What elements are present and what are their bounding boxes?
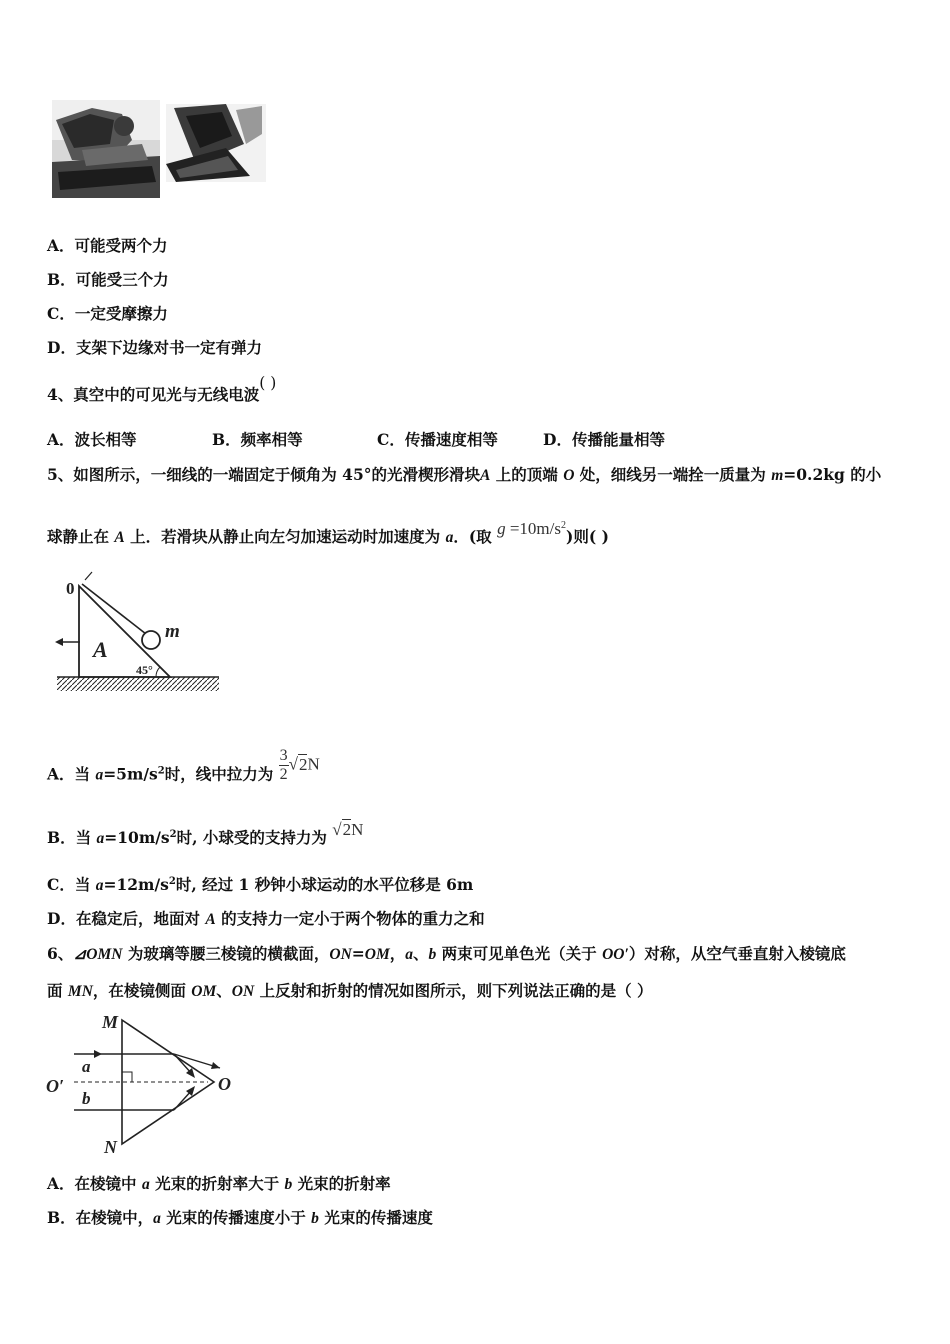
- q4-option-c: C．传播速度相等: [377, 430, 498, 449]
- q5-stem-line2: 球静止在 A 上．若滑块从静止向左匀加速运动时加速度为 a．(取 $g =10m/s^2$)则( ): [47, 519, 609, 546]
- support-force-value: √2N: [332, 820, 364, 839]
- gravity-value: $g =10m/s^2$: [497, 519, 566, 538]
- q5-option-a: A．当 $a=5m/s^2$时，线中拉力为 $\frac{3}{2}$ √2N: [47, 747, 320, 784]
- label-a: A: [93, 637, 108, 662]
- label-angle: 45°: [136, 663, 153, 677]
- q5-wedge-figure: [52, 570, 227, 695]
- label-m: M: [102, 1012, 119, 1032]
- q5-stem-line1: 5、如图所示，一细线的一端固定于倾角为 45°的光滑楔形滑块A 上的顶端 O 处，细线另一端拴一质量为 m=0.2kg 的小: [47, 465, 882, 484]
- label-o-prime: O′: [46, 1076, 65, 1096]
- q6-stem-line1: 6、⊿OMN 为玻璃等腰三棱镜的横截面，ON=OM，a、b 两束可见单色光（关于 OO′）对称，从空气垂直射入棱镜底: [47, 944, 846, 963]
- string: [82, 584, 146, 634]
- tension-value: $\frac{3}{2}$ √2N: [279, 747, 320, 783]
- q6-prism-figure: [44, 1010, 244, 1160]
- q4-option-a: A．波长相等: [47, 430, 137, 449]
- label-o: O: [218, 1074, 231, 1094]
- q3-option-d: D．支架下边缘对书一定有弹力: [47, 338, 262, 357]
- label-n: N: [104, 1137, 117, 1157]
- q4-answer-paren: ( ): [259, 374, 277, 392]
- book-on-stand-photo-left: [52, 100, 160, 198]
- ball: [142, 631, 160, 649]
- q3-option-a: A．可能受两个力: [47, 236, 168, 255]
- q6-option-a: A．在棱镜中 a 光束的折射率大于 b 光束的折射率: [47, 1174, 391, 1193]
- q5-option-c: C．当 $a=12m/s^2$时, 经过 1 秒钟小球运动的水平位移是 6m: [47, 875, 474, 894]
- q5-option-b: B．当 $a=10m/s^2$时, 小球受的支持力为 √2N: [47, 820, 364, 847]
- label-o: 0: [66, 579, 75, 598]
- label-m: m: [165, 621, 180, 642]
- q6-option-b: B．在棱镜中，a 光束的传播速度小于 b 光束的传播速度: [47, 1208, 433, 1227]
- q4-stem: 4、真空中的可见光与无线电波( ): [47, 374, 277, 404]
- label-a: a: [82, 1057, 91, 1076]
- q6-stem-line2: 面 MN，在棱镜侧面 OM、ON 上反射和折射的情况如图所示，则下列说法正确的是（ ）: [47, 981, 653, 1000]
- q4-option-b: B．频率相等: [212, 430, 303, 449]
- ground-hatching: [57, 677, 219, 691]
- label-b: b: [82, 1089, 91, 1108]
- book-on-stand-photo-right: [166, 104, 266, 182]
- q5-option-d: D．在稳定后，地面对 A 的支持力一定小于两个物体的重力之和: [47, 909, 485, 928]
- q3-option-c: C．一定受摩擦力: [47, 304, 168, 323]
- q3-option-b: B．可能受三个力: [47, 270, 169, 289]
- wedge: [79, 586, 170, 677]
- q4-option-d: D．传播能量相等: [543, 430, 665, 449]
